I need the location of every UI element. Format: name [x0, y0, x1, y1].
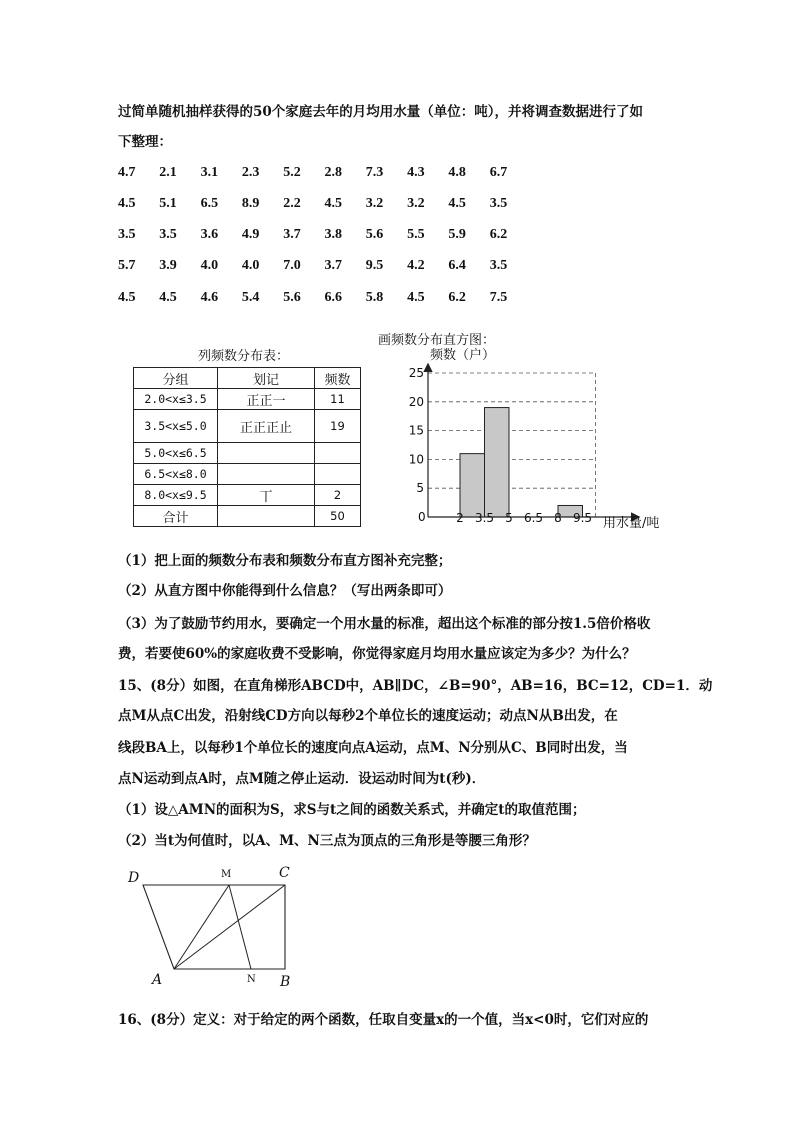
data-value: 3.2 [407, 196, 425, 211]
table-row [134, 485, 361, 506]
data-value: 2.2 [283, 196, 301, 211]
label-a: A [152, 972, 163, 988]
data-value: 6.6 [324, 290, 342, 305]
problem-15-line-4: 点N运动到点A时，点M随之停止运动．设运动时间为t(秒)． [118, 771, 486, 787]
problem-15-line-3: 线段BA上，以每秒1个单位长的速度向点A运动，点M、N分别从C、B同时出发，当 [118, 740, 628, 756]
data-value: 2.3 [241, 165, 260, 180]
data-value: 3.7 [283, 227, 301, 242]
header-count: 频数 [315, 368, 361, 389]
row-count: 11 [315, 389, 361, 410]
data-value: 4.5 [118, 196, 136, 211]
header-tally: 划记 [218, 368, 315, 389]
label-m: M [221, 869, 232, 880]
diagonal-ac [174, 885, 285, 969]
row-tally [218, 506, 315, 527]
data-value: 5.6 [283, 290, 301, 305]
row-tally: 正正一 [218, 389, 315, 410]
x-tick-label: 8 [554, 511, 562, 525]
data-value: 3.5 [489, 196, 508, 211]
table-total-row [134, 506, 361, 527]
row-count [315, 443, 361, 464]
data-value: 4.3 [407, 165, 425, 180]
data-value: 5.6 [365, 227, 384, 242]
row-group: 3.5<x≤5.0 [134, 410, 218, 443]
data-value: 6.2 [448, 290, 466, 305]
y-tick-label: 10 [408, 452, 424, 467]
problem-15-sub-2: （2）当t为何值时，以A、M、N三点为顶点的三角形是等腰三角形？ [118, 833, 536, 849]
row-count: 19 [315, 410, 361, 443]
data-value: 4.0 [200, 258, 219, 273]
data-value: 4.5 [448, 196, 466, 211]
question-1: （1）把上面的频数分布表和频数分布直方图补充完整； [118, 553, 452, 569]
table-row [134, 389, 361, 410]
data-value: 5.2 [283, 165, 301, 180]
data-value: 8.9 [241, 196, 260, 211]
question-3-line-1: （3）为了鼓励节约用水，要确定一个用水量的标准，超出这个标准的部分按1.5倍价格收 [118, 616, 651, 632]
data-value: 4.0 [241, 258, 260, 273]
data-value: 5.8 [365, 290, 384, 305]
data-value: 6.7 [489, 165, 508, 180]
data-value: 6.5 [200, 196, 219, 211]
question-3-line-2: 费，若要使60%的家庭收费不受影响，你觉得家庭月均用水量应该定为多少？为什么？ [118, 646, 636, 662]
histogram-chart [390, 345, 680, 535]
data-value: 3.5 [118, 227, 136, 242]
x-axis-title: 用水量/吨 [603, 516, 660, 531]
trapezoid-abcd [143, 885, 285, 969]
data-value: 4.5 [324, 196, 342, 211]
data-value: 4.9 [241, 227, 260, 242]
data-value: 4.7 [118, 165, 136, 180]
table-row [134, 410, 361, 443]
row-count: 50 [315, 506, 361, 527]
problem-15-line-2: 点M从点C出发，沿射线CD方向以每秒2个单位长的速度运动；动点N从B出发，在 [118, 708, 618, 724]
data-value: 4.6 [200, 290, 219, 305]
row-tally [218, 464, 315, 485]
x-tick-label: 9.5 [572, 511, 593, 525]
data-value: 9.5 [365, 258, 384, 273]
row-group: 6.5<x≤8.0 [134, 464, 218, 485]
data-value: 4.5 [118, 290, 136, 305]
table-row [134, 443, 361, 464]
row-group: 8.0<x≤9.5 [134, 485, 218, 506]
problem-16-line-1: 16、(8分）定义：对于给定的两个函数，任取自变量x的一个值，当x<0时，它们对应的 [118, 1012, 649, 1028]
table-row [134, 464, 361, 485]
y-tick-label: 20 [408, 394, 424, 409]
x-tick-label: 3.5 [474, 511, 495, 525]
row-group: 2.0<x≤3.5 [134, 389, 218, 410]
trapezoid-figure [120, 860, 310, 995]
data-value: 4.5 [159, 290, 177, 305]
data-value: 3.5 [489, 258, 508, 273]
data-value: 5.9 [448, 227, 466, 242]
label-c: C [279, 865, 290, 881]
frequency-table [133, 367, 361, 527]
data-value: 2.8 [324, 165, 342, 180]
data-value: 7.0 [283, 258, 301, 273]
question-2: （2）从直方图中你能得到什么信息？（写出两条即可） [118, 583, 452, 599]
histogram-caption: 画频数分布直方图： [378, 333, 496, 348]
data-value: 4.5 [407, 290, 425, 305]
table-caption: 列频数分布表： [198, 349, 290, 364]
row-count: 2 [315, 485, 361, 506]
row-group: 5.0<x≤6.5 [134, 443, 218, 464]
intro-line-2: 下整理： [118, 134, 172, 150]
problem-15-line-1: 15、(8分）如图，在直角梯形ABCD中，AB∥DC，∠B=90°，AB=16，BC=12，CD=1．动 [118, 678, 713, 694]
data-value: 5.7 [118, 258, 136, 273]
histogram-gridlines [428, 373, 596, 517]
data-value: 4.8 [448, 165, 466, 180]
row-tally: 正正正止 [218, 410, 315, 443]
data-value: 3.9 [159, 258, 177, 273]
y-tick-labels [409, 366, 424, 495]
histogram-bars [460, 408, 583, 517]
data-value: 3.5 [159, 227, 177, 242]
data-value: 5.5 [407, 227, 425, 242]
row-group: 合计 [134, 506, 218, 527]
data-value: 4.2 [407, 258, 425, 273]
data-value: 7.5 [489, 290, 508, 305]
row-tally: 丅 [218, 485, 315, 506]
histogram-bar [485, 408, 510, 517]
data-value: 3.8 [324, 227, 342, 242]
x-tick-label: 2 [456, 511, 464, 525]
intro-line-1: 过简单随机抽样获得的50个家庭去年的月均用水量（单位：吨），并将调查数据进行了如 [118, 104, 644, 120]
y-tick-label: 15 [408, 423, 424, 438]
data-value: 2.1 [159, 165, 177, 180]
data-value: 7.3 [365, 165, 384, 180]
row-tally [218, 443, 315, 464]
x-tick-label: 5 [505, 511, 513, 525]
histogram-bar [460, 454, 485, 517]
header-group: 分组 [134, 368, 218, 389]
segment-mn [229, 885, 251, 969]
segment-am [174, 885, 229, 969]
data-value: 3.1 [200, 165, 219, 180]
y-tick-label: 5 [416, 481, 424, 496]
problem-15-sub-1: （1）设△AMN的面积为S，求S与t之间的函数关系式，并确定t的取值范围； [118, 802, 586, 818]
data-value: 6.2 [489, 227, 508, 242]
data-value: 3.6 [200, 227, 219, 242]
y-axis-title: 频数（户） [430, 348, 496, 363]
y-tick-label: 25 [408, 366, 424, 380]
data-value: 6.4 [448, 258, 466, 273]
origin-label: 0 [418, 510, 426, 524]
label-b: B [280, 974, 291, 990]
table-header-row [134, 368, 361, 389]
data-value: 5.1 [159, 196, 177, 211]
row-count [315, 464, 361, 485]
data-value: 5.4 [241, 290, 260, 305]
label-d: D [128, 870, 140, 886]
x-tick-label: 6.5 [523, 511, 544, 525]
data-value: 3.2 [365, 196, 384, 211]
data-value: 3.7 [324, 258, 342, 273]
label-n: N [247, 974, 256, 985]
